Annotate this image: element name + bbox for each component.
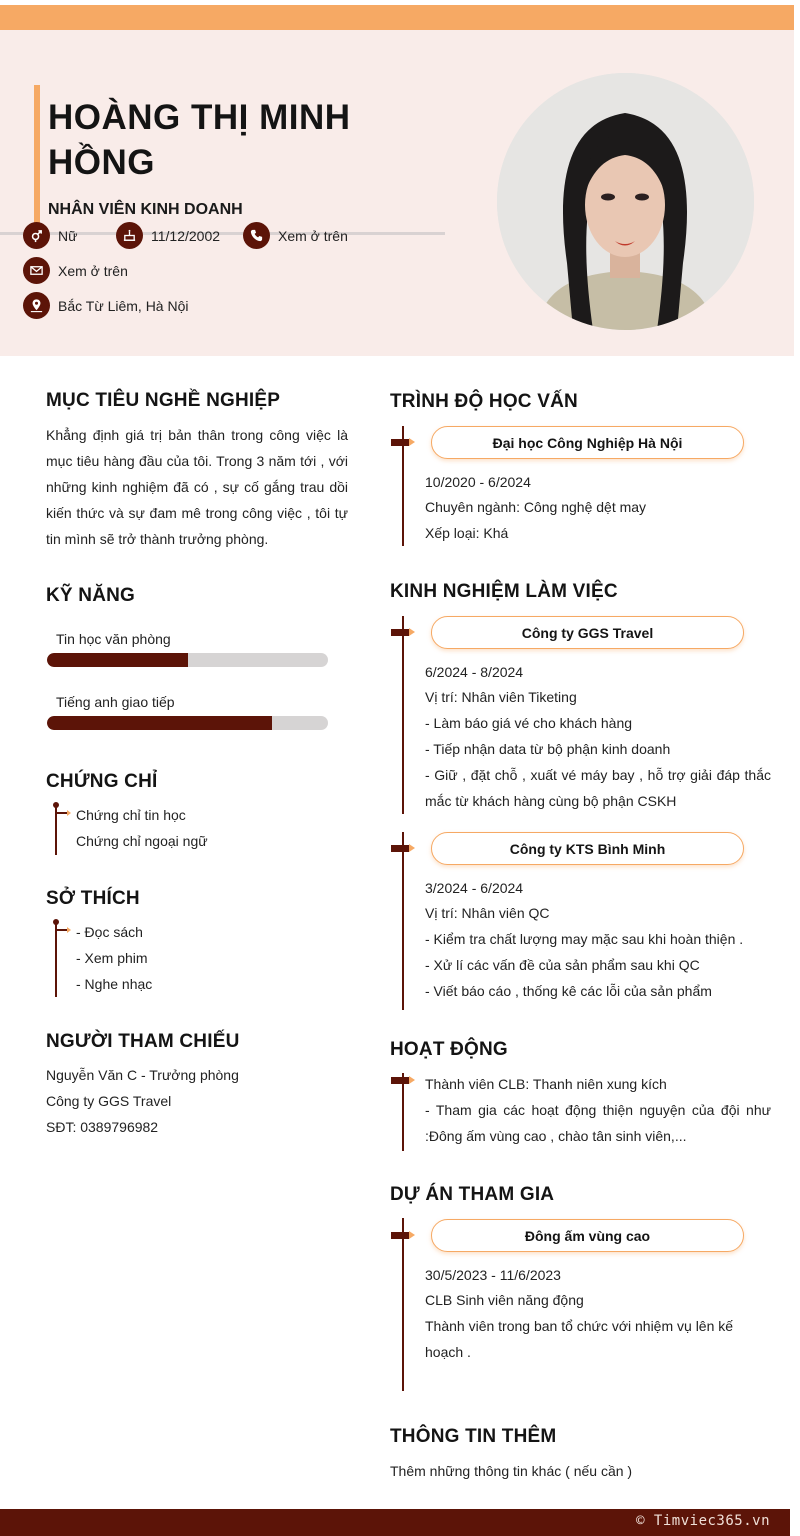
timeline-line — [402, 832, 404, 1010]
cv-header — [0, 30, 794, 356]
timeline-tip — [67, 927, 71, 933]
certificate-item: Chứng chỉ ngoại ngữ — [76, 833, 208, 849]
skill-bar-track — [47, 653, 328, 667]
job-line: - Xử lí các vấn đề của sản phẩm sau khi QC — [425, 957, 700, 973]
job-description: - Giữ , đặt chỗ , xuất vé máy bay , hỗ trợ giải đáp thắc mắc từ khách hàng cùng bộ phận CSKH — [425, 767, 771, 809]
projects-title: DỰ ÁN THAM GIA — [390, 1184, 555, 1205]
objective-text: Khẳng định giá trị bản thân trong công việc là mục tiêu hàng đầu của tôi. Trong 3 năm tới , với những kinh nghiệm đã có , sự cố gắng trau dồi kiến thức và sự đam mê trong công việc , tôi tự tin mình sẽ trở thành trưởng phòng. — [46, 427, 348, 547]
phone-text: Xem ở trên — [278, 227, 348, 244]
top-accent-bar — [0, 5, 794, 30]
job-line: - Làm báo giá vé cho khách hàng — [425, 715, 633, 731]
skill-label: Tiếng anh giao tiếp — [56, 694, 175, 710]
email-icon — [23, 257, 50, 284]
project-name: Đông ấm vùng cao — [431, 1219, 744, 1252]
skills-title: KỸ NĂNG — [46, 585, 136, 606]
timeline-marker — [391, 1077, 409, 1084]
name-block — [34, 85, 394, 227]
project-line: 30/5/2023 - 11/6/2023 — [425, 1267, 561, 1283]
timeline-marker — [391, 1232, 409, 1239]
certificate-item: Chứng chỉ tin học — [76, 807, 186, 823]
hobbies-title: SỞ THÍCH — [46, 888, 140, 909]
job-line: - Kiểm tra chất lượng may mặc sau khi hoàn thiện . — [425, 931, 744, 947]
experience-title: KINH NGHIỆM LÀM VIỆC — [390, 581, 618, 602]
project-line: CLB Sinh viên năng động — [425, 1292, 584, 1308]
job-line: - Viết báo cáo , thống kê các lỗi của sản phẩm — [425, 983, 712, 999]
skill-bar-track — [47, 716, 328, 730]
education-line: 10/2020 - 6/2024 — [425, 474, 531, 490]
job-line: Vị trí: Nhân viên Tiketing — [425, 689, 577, 705]
activity-description: - Tham gia các hoạt động thiện nguyện của đội như :Đông ấm vùng cao , chào tân sinh viên,... — [425, 1102, 771, 1144]
map-pin-icon — [23, 292, 50, 319]
education-line: Xếp loại: Khá — [425, 525, 509, 541]
certificates-title: CHỨNG CHỈ — [46, 771, 158, 792]
skill-bar-fill — [47, 653, 188, 667]
job-line: 3/2024 - 6/2024 — [425, 880, 524, 896]
additional-title: THÔNG TIN THÊM — [390, 1426, 557, 1447]
address-text: Bắc Từ Liêm, Hà Nội — [58, 297, 189, 314]
timeline-line — [402, 616, 404, 814]
activity-line: Thành viên CLB: Thanh niên xung kích — [425, 1076, 667, 1092]
timeline-line — [402, 1073, 404, 1151]
birthday-text: 11/12/2002 — [151, 227, 221, 244]
footer-credit: © Timviec365.vn — [636, 1513, 770, 1529]
education-line: Chuyên ngành: Công nghệ dệt may — [425, 499, 647, 515]
skill-bar-fill — [47, 716, 272, 730]
reference-line: Nguyễn Văn C - Trưởng phòng — [46, 1067, 239, 1083]
gender-info — [23, 222, 77, 249]
email-text: Xem ở trên — [58, 262, 128, 279]
hobby-item: - Đọc sách — [76, 924, 143, 940]
job-line: 6/2024 - 8/2024 — [425, 664, 524, 680]
timeline-line — [55, 922, 57, 997]
objective-title: MỤC TIÊU NGHỀ NGHIỆP — [46, 390, 281, 411]
phone-icon — [243, 222, 270, 249]
gender-text: Nữ — [58, 227, 78, 244]
hobby-item: - Nghe nhạc — [76, 976, 153, 992]
reference-line: SĐT: 0389796982 — [46, 1119, 159, 1135]
job-line: Vị trí: Nhân viên QC — [425, 905, 550, 921]
candidate-name: HOÀNG THỊ MINH HỒNG — [48, 98, 351, 182]
skill-label: Tin học văn phòng — [56, 631, 171, 647]
birthday-info — [116, 222, 220, 249]
cake-icon — [116, 222, 143, 249]
email-info — [23, 257, 128, 284]
address-info — [23, 292, 189, 319]
timeline-line — [402, 1218, 404, 1391]
timeline-marker — [391, 439, 409, 446]
company-name: Công ty GGS Travel — [431, 616, 744, 649]
job-line: - Tiếp nhận data từ bộ phận kinh doanh — [425, 741, 671, 757]
gender-icon — [23, 222, 50, 249]
references-title: NGƯỜI THAM CHIẾU — [46, 1031, 240, 1052]
company-name: Công ty KTS Bình Minh — [431, 832, 744, 865]
timeline-marker — [391, 629, 409, 636]
project-description: Thành viên trong ban tổ chức với nhiệm vụ lên kế hoạch . — [425, 1318, 734, 1360]
additional-text: Thêm những thông tin khác ( nếu cần ) — [390, 1463, 633, 1479]
profile-photo — [497, 73, 754, 330]
reference-line: Công ty GGS Travel — [46, 1093, 172, 1109]
education-title: TRÌNH ĐỘ HỌC VẤN — [390, 391, 578, 412]
hobby-item: - Xem phim — [76, 950, 148, 966]
school-name: Đại học Công Nghiệp Hà Nội — [431, 426, 744, 459]
job-title: NHÂN VIÊN KINH DOANH — [48, 201, 243, 218]
timeline-marker — [391, 845, 409, 852]
activities-title: HOẠT ĐỘNG — [390, 1039, 508, 1060]
footer-bar — [0, 1509, 790, 1536]
timeline-tip — [67, 810, 71, 816]
phone-info — [243, 222, 348, 249]
